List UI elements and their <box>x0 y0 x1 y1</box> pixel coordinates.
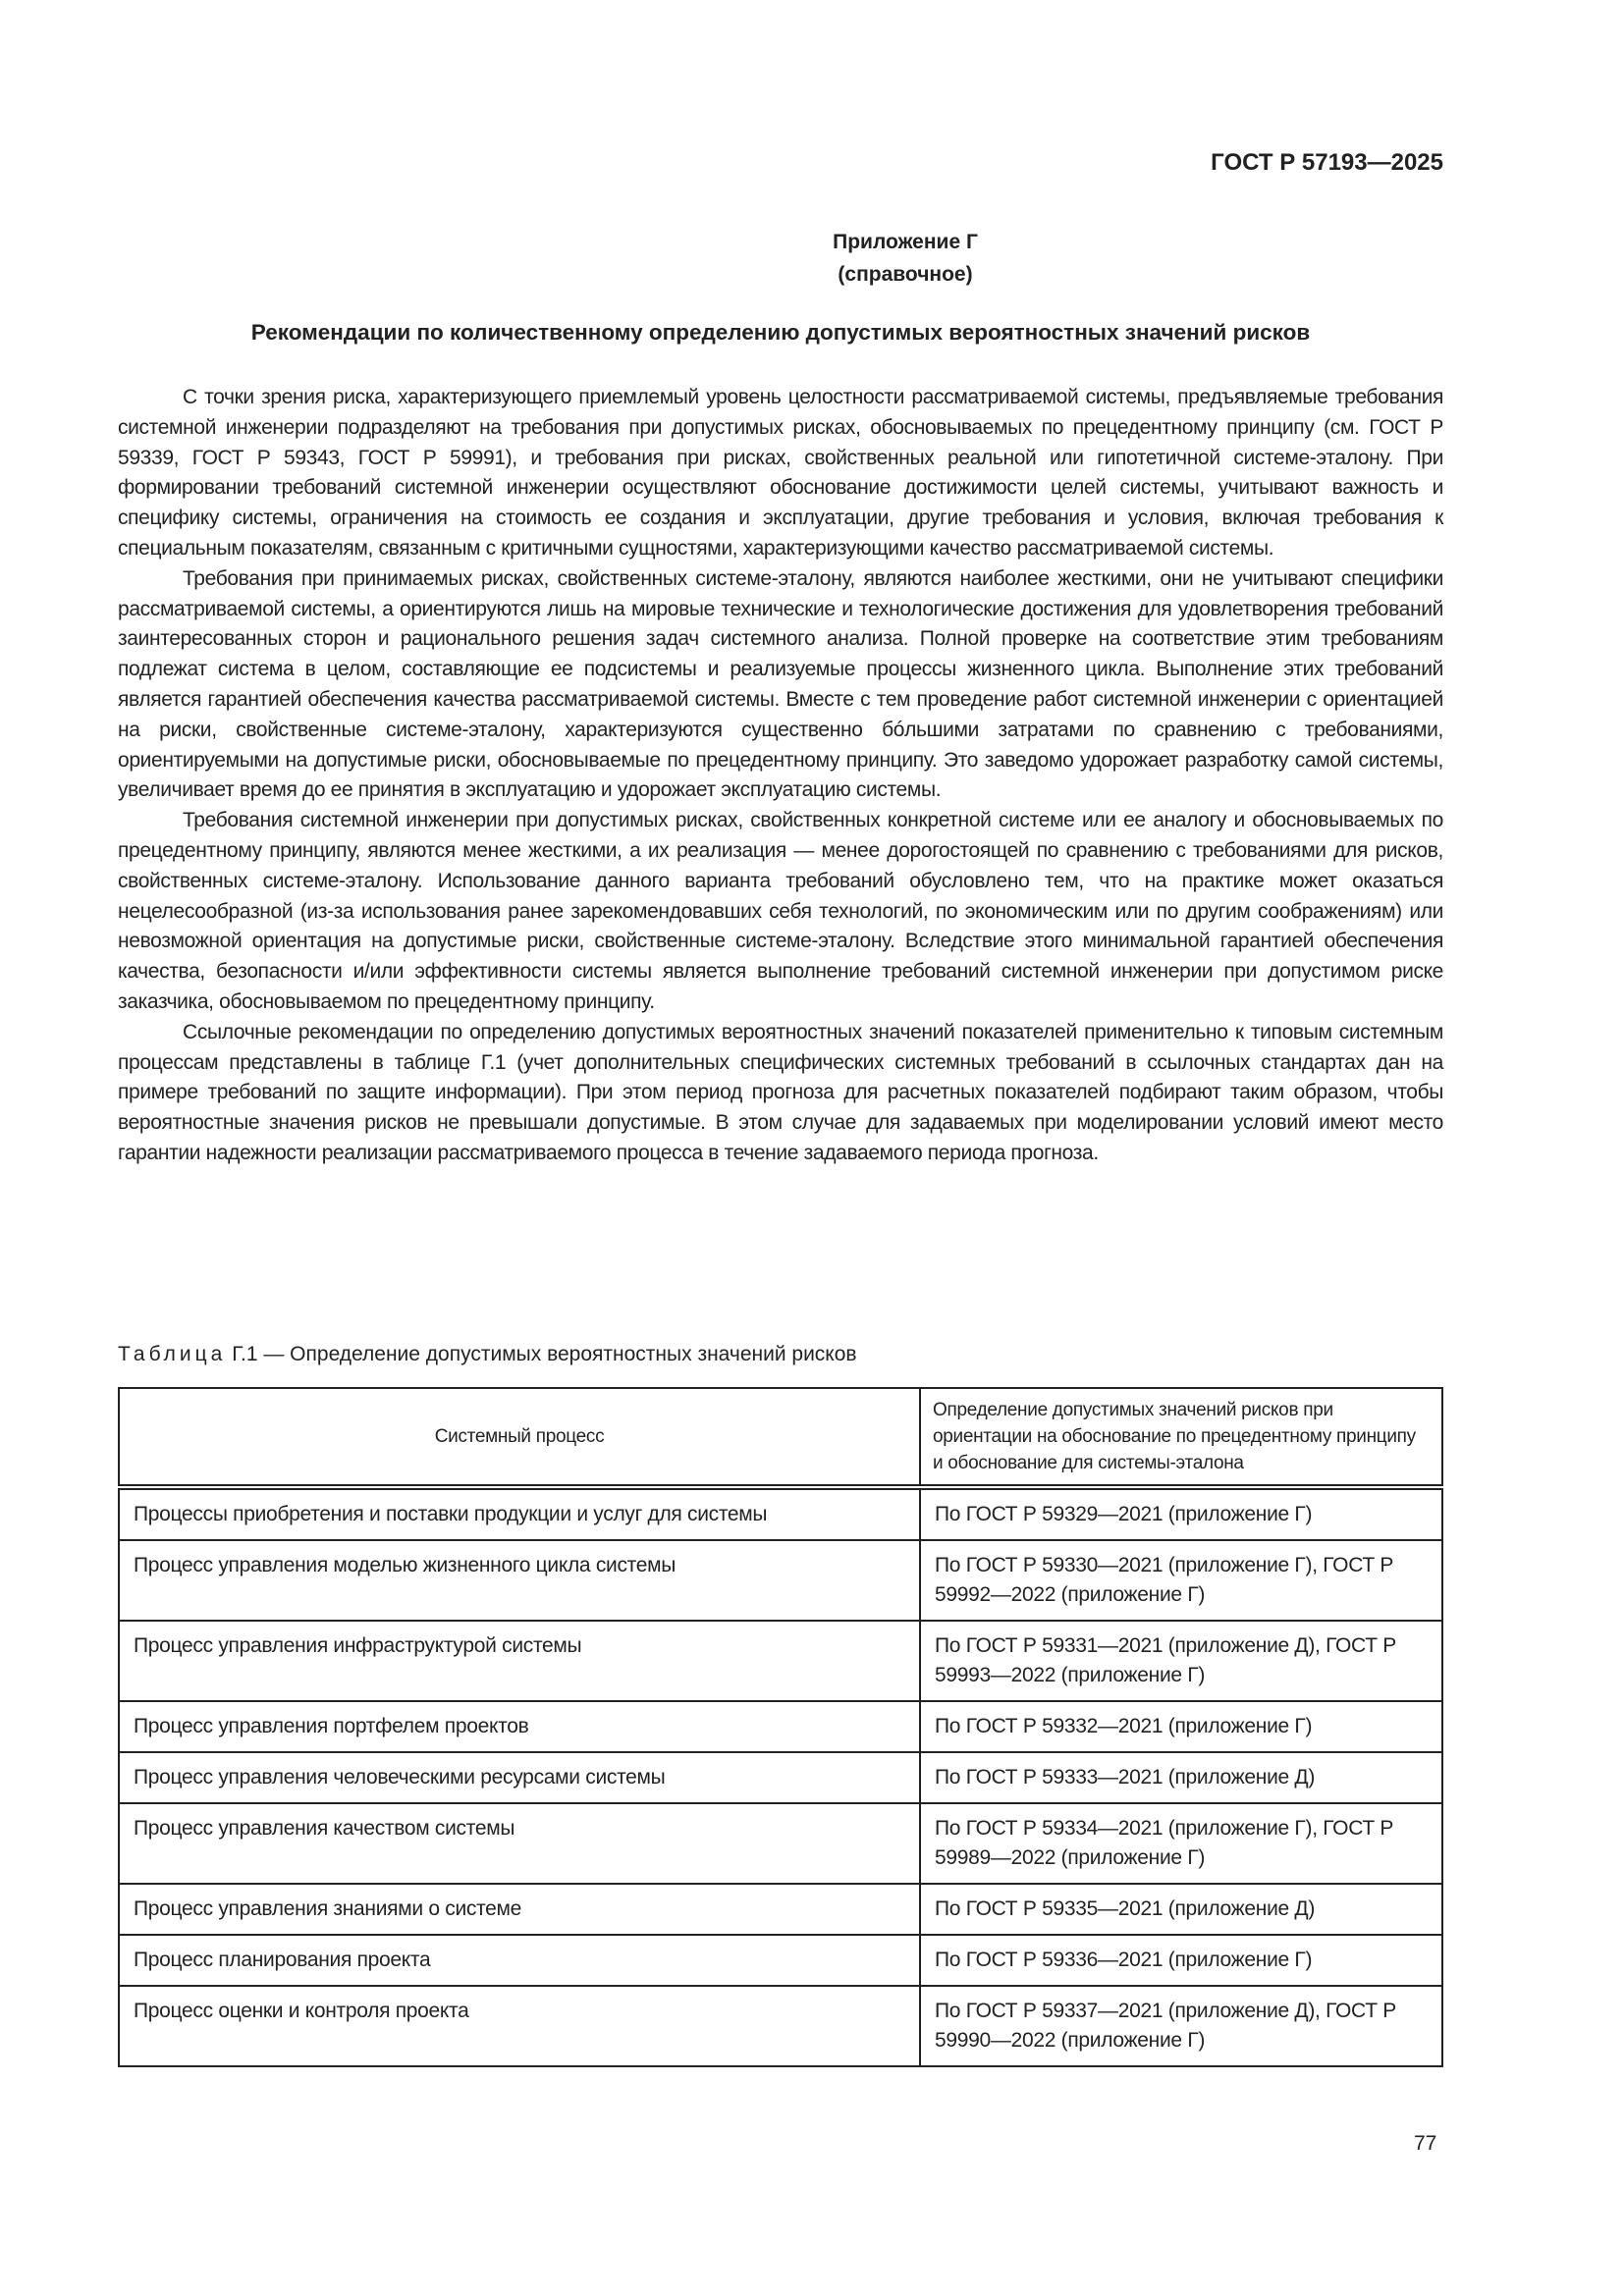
table-row <box>119 1803 1442 1884</box>
cell-definition: По ГОСТ Р 59334—2021 (приложение Г), ГОСТ Р 59989—2022 (приложение Г) <box>920 1803 1442 1884</box>
cell-definition: По ГОСТ Р 59333—2021 (приложение Д) <box>920 1752 1442 1803</box>
cell-process: Процесс оценки и контроля проекта <box>119 1986 920 2066</box>
risk-table <box>118 1387 1443 2067</box>
appendix-type: (справочное) <box>838 263 973 286</box>
table-row <box>119 1752 1442 1803</box>
table-header-row <box>119 1388 1442 1487</box>
cell-definition: По ГОСТ Р 59337—2021 (приложение Д), ГОСТ Р 59990—2022 (приложение Г) <box>920 1986 1442 2066</box>
table-row <box>119 1701 1442 1752</box>
cell-definition: По ГОСТ Р 59335—2021 (приложение Д) <box>920 1884 1442 1935</box>
cell-definition: По ГОСТ Р 59332—2021 (приложение Г) <box>920 1701 1442 1752</box>
paragraph: Требования при принимаемых рисках, свойственных системе-эталону, являются наиболее жесткими, они не учитывают специфики рассматриваемой системы, а ориентируются лишь на мировые технические и технологические достижения для удовлетворения требований заинтересованных сторон и рационального решения задач системного анализа. Полной проверке на соответствие этим требованиям подлежат система в целом, составляющие ее подсистемы и реализуемые процессы жизненного цикла. Выполнение этих требований является гарантией обеспечения качества рассматриваемой системы. Вместе с тем проведение работ системной инженерии с ориентацией на риски, свойственные системе-эталону, характеризуются существенно бóльшими затратами по сравнению с требованиями, ориентируемыми на допустимые риски, обосновываемые по прецедентному принципу. Это заведомо удорожает разработку самой системы, увеличивает время до ее принятия в эксплуатацию и удорожает эксплуатацию системы. <box>118 566 1443 802</box>
column-header-process: Системный процесс <box>119 1388 920 1487</box>
paragraph: С точки зрения риска, характеризующего приемлемый уровень целостности рассматриваемой системы, предъявляемые требования системной инженерии подразделяют на требования при допустимых рисках, обосновываемых по прецедентному принципу (см. ГОСТ Р 59339, ГОСТ Р 59343, ГОСТ Р 59991), и требования при рисках, свойственных реальной или гипотетичной системе-эталону. При формировании требований системной инженерии осуществляют обоснование достижимости целей системы, учитывают важность и специфику системы, ограничения на стоимость ее создания и эксплуатации, другие требования и условия, включая требования к специальным показателям, связанным с критичными сущностями, характеризующими качество рассматриваемой системы. <box>118 386 1443 560</box>
table-caption <box>118 1343 857 1366</box>
body-text <box>118 383 1443 1169</box>
table-row <box>119 1540 1442 1621</box>
cell-process: Процесс управления знаниями о системе <box>119 1884 920 1935</box>
cell-definition: По ГОСТ Р 59331—2021 (приложение Д), ГОСТ Р 59993—2022 (приложение Г) <box>920 1621 1442 1701</box>
appendix-title: Приложение Г <box>833 231 978 253</box>
table-row <box>119 1884 1442 1935</box>
table-caption-text: Г.1 — Определение допустимых вероятностных значений рисков <box>232 1343 857 1365</box>
cell-process: Процесс управления моделью жизненного цикла системы <box>119 1540 920 1621</box>
section-heading: Рекомендации по количественному определению допустимых вероятностных значений рисков <box>250 320 1311 345</box>
cell-definition: По ГОСТ Р 59329—2021 (приложение Г) <box>920 1487 1442 1540</box>
table-row <box>119 1986 1442 2066</box>
table-row <box>119 1935 1442 1986</box>
column-header-definition: Определение допустимых значений рисков при ориентации на обоснование по прецедентному принципу и обоснование для системы-эталона <box>920 1388 1442 1487</box>
cell-process: Процесс планирования проекта <box>119 1935 920 1986</box>
table-row <box>119 1487 1442 1540</box>
cell-definition: По ГОСТ Р 59330—2021 (приложение Г), ГОСТ Р 59992—2022 (приложение Г) <box>920 1540 1442 1621</box>
cell-process: Процесс управления человеческими ресурсами системы <box>119 1752 920 1803</box>
cell-process: Процессы приобретения и поставки продукции и услуг для системы <box>119 1487 920 1540</box>
table-row <box>119 1621 1442 1701</box>
cell-process: Процесс управления инфраструктурой системы <box>119 1621 920 1701</box>
cell-definition: По ГОСТ Р 59336—2021 (приложение Г) <box>920 1935 1442 1986</box>
cell-process: Процесс управления качеством системы <box>119 1803 920 1884</box>
standard-number: ГОСТ Р 57193—2025 <box>1211 149 1443 176</box>
paragraph: Требования системной инженерии при допустимых рисках, свойственных конкретной системе или ее аналогу и обосновываемых по прецедентному принципу, являются менее жесткими, а их реализация — менее дорогостоящей по сравнению с требованиями для рисков, свойственных системе-эталону. Использование данного варианта требований обусловлено тем, что на практике может оказаться нецелесообразной (из-за использования ранее зарекомендовавших себя технологий, по экономическим или по другим соображениям) или невозможной ориентация на допустимые риски, свойственные системе-эталону. Вследствие этого минимальной гарантией обеспечения качества, безопасности и/или эффективности системы является выполнение требований системной инженерии при допустимом риске заказчика, обосновываемом по прецедентному принципу. <box>118 809 1443 1013</box>
page-number: 77 <box>1414 2132 1437 2155</box>
cell-process: Процесс управления портфелем проектов <box>119 1701 920 1752</box>
table-caption-label: Таблица <box>118 1343 227 1365</box>
paragraph: Ссылочные рекомендации по определению допустимых вероятностных значений показателей применительно к типовым системным процессам представлены в таблице Г.1 (учет дополнительных специфических системных требований в ссылочных стандартах дан на примере требований по защите информации). При этом период прогноза для расчетных показателей подбирают таким образом, чтобы вероятностные значения рисков не превышали допустимые. В этом случае для задаваемых при моделировании условий имеют место гарантии надежности реализации рассматриваемого процесса в течение задаваемого периода прогноза. <box>118 1020 1443 1164</box>
appendix-title-block <box>0 226 1624 291</box>
